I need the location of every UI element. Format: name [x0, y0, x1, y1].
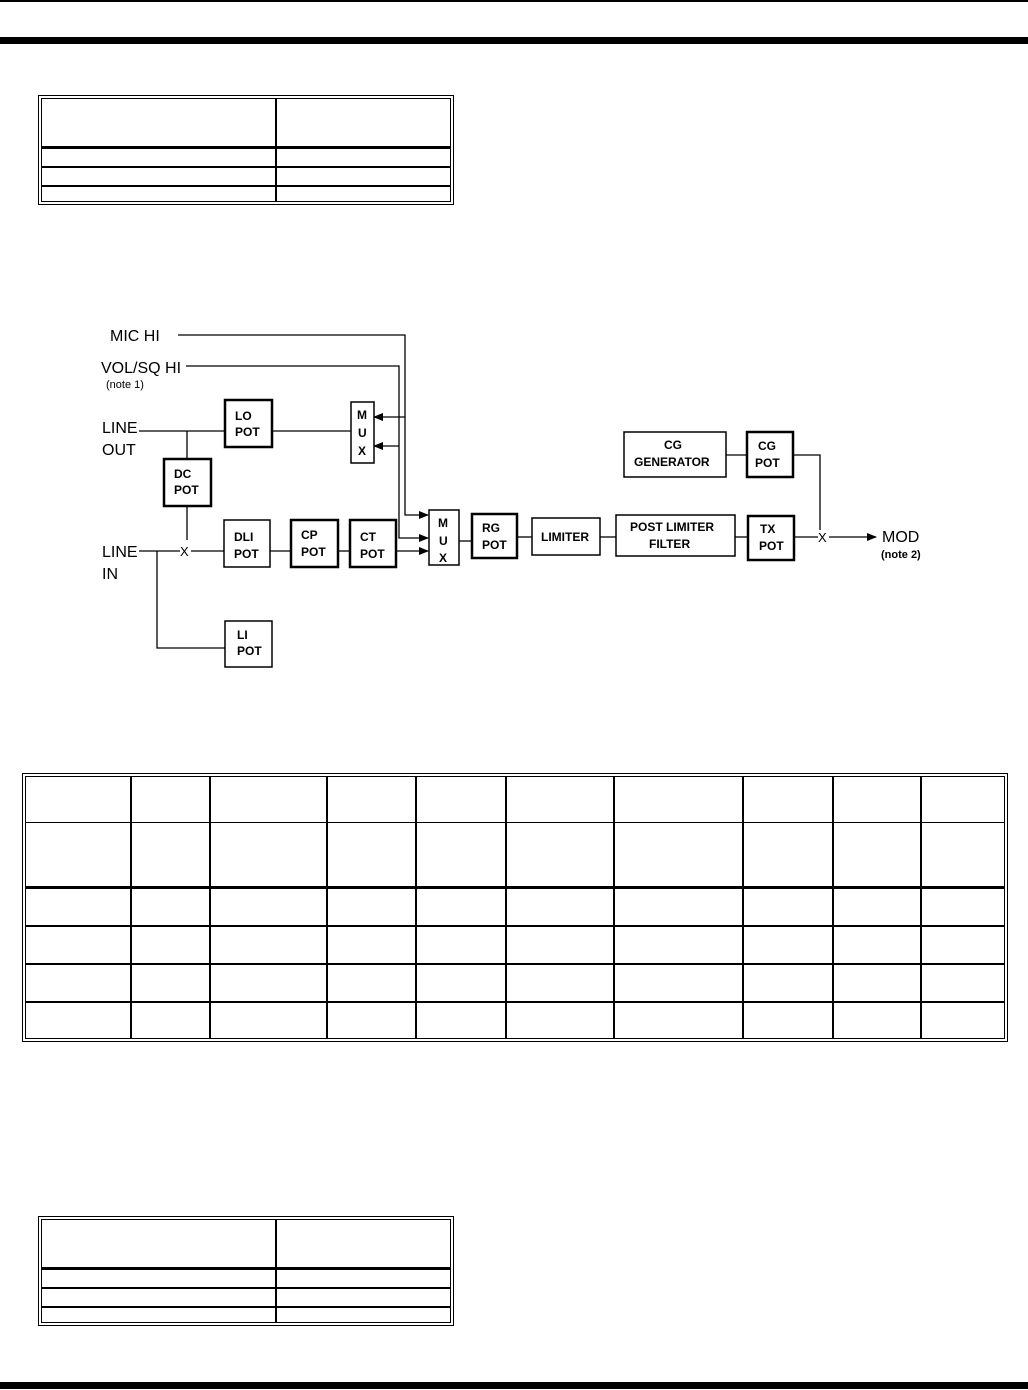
grid-column-divider [613, 777, 615, 1038]
cg-pot-label-2: POT [755, 456, 780, 470]
li-pot-label-2: POT [237, 644, 262, 658]
grid-column-divider [415, 777, 417, 1038]
grid-column-divider [742, 777, 744, 1038]
dc-pot-label-1: DC [174, 467, 192, 481]
mic-hi-wire [178, 335, 428, 515]
vol-sq-hi-label: VOL/SQ HI [101, 360, 182, 377]
grid-header-divider [26, 886, 1004, 889]
bottom-table [38, 1216, 454, 1326]
line-in-junction-x: X [180, 544, 189, 559]
cg-generator-label-2: GENERATOR [634, 455, 710, 469]
grid-row-divider [26, 925, 1004, 927]
dli-pot-label-2: POT [234, 547, 259, 561]
mod-output-label: MOD [882, 529, 920, 546]
tx-pot-label-1: TX [760, 522, 776, 536]
middle-grid-table [22, 773, 1008, 1042]
note1-label: (note 1) [106, 379, 144, 391]
grid-row-divider [26, 1001, 1004, 1003]
upper-mux-label-m: M [357, 408, 367, 422]
table-row-divider [42, 1287, 450, 1289]
dli-pot-label-1: DLI [234, 530, 254, 544]
ct-pot-label-2: POT [360, 547, 385, 561]
grid-column-divider [832, 777, 834, 1038]
line-out-label-1: LINE [102, 420, 138, 437]
cg-generator-label-1: CG [664, 438, 682, 452]
rg-pot-label-1: RG [482, 521, 500, 535]
grid-row-divider [26, 963, 1004, 965]
grid-column-divider [326, 777, 328, 1038]
lower-mux-label-u: U [439, 534, 448, 548]
grid-column-divider [130, 777, 132, 1038]
limiter-label: LIMITER [541, 530, 589, 544]
grid-row-divider [26, 822, 1004, 823]
cg-pot-label-1: CG [758, 439, 776, 453]
line-in-label-2: IN [102, 566, 118, 583]
mic-hi-label: MIC HI [110, 328, 160, 345]
upper-mux-label-u: U [358, 426, 367, 440]
cp-pot-label-1: CP [301, 528, 318, 542]
lower-mux-label-x: X [439, 551, 448, 565]
li-pot-label-1: LI [237, 628, 248, 642]
filter-label-1: POST LIMITER [630, 520, 714, 534]
li-branch-wire [157, 551, 225, 648]
dc-pot-label-2: POT [174, 483, 199, 497]
upper-mux-label-x: X [358, 444, 367, 458]
grid-column-divider [209, 777, 211, 1038]
tx-pot-label-2: POT [759, 539, 784, 553]
line-out-label-2: OUT [102, 442, 136, 459]
line-in-label-1: LINE [102, 544, 138, 561]
lo-pot-block [225, 400, 272, 447]
lo-pot-label-1: LO [235, 409, 252, 423]
filter-label-2: FILTER [649, 537, 691, 551]
mod-junction-x: X [818, 530, 827, 545]
rg-pot-label-2: POT [482, 538, 507, 552]
cg-pot-to-junction-wire [793, 455, 820, 530]
ct-pot-label-1: CT [360, 530, 376, 544]
lo-pot-label-2: POT [235, 425, 260, 439]
lower-mux-label-m: M [438, 516, 448, 530]
note2-label: (note 2) [881, 549, 921, 561]
footer-thick-rule [0, 1382, 1028, 1389]
grid-column-divider [920, 777, 922, 1038]
cp-pot-label-2: POT [301, 545, 326, 559]
table-header-divider [42, 1267, 450, 1270]
vol-sq-hi-wire [186, 366, 428, 538]
table-row-divider [42, 1306, 450, 1308]
grid-column-divider [505, 777, 507, 1038]
